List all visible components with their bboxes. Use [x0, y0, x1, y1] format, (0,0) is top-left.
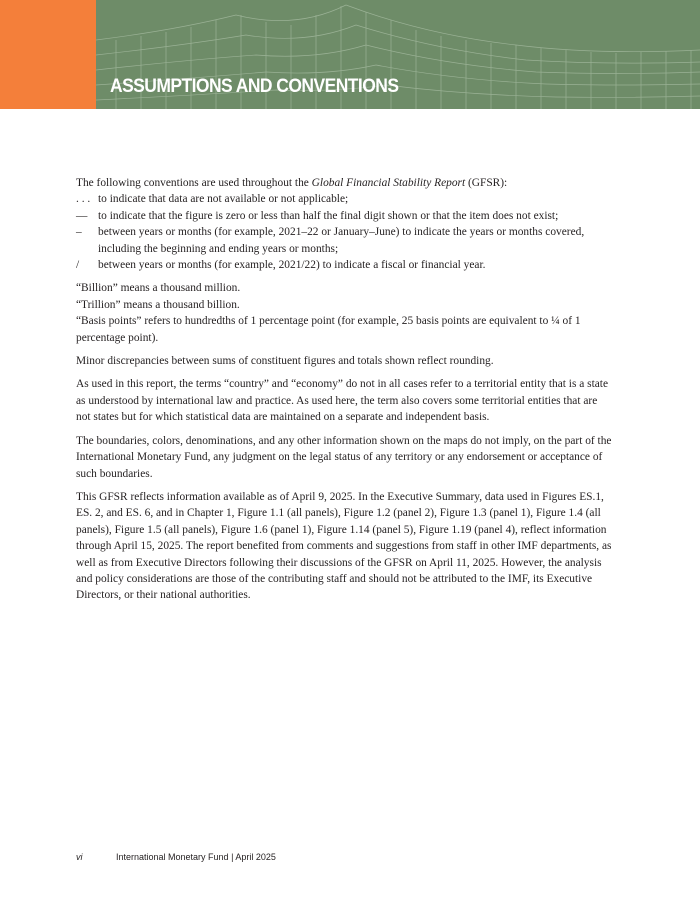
- country-definition-paragraph: As used in this report, the terms “country” and “economy” do not in all cases refer to a territorial entity that is a state as understood by international law and practice. As used here, the term also covers some territorial entities that are not states but for which statistical data are maintained on a separate and independent basis.: [76, 378, 609, 424]
- convention-symbol: /: [76, 259, 80, 272]
- page-number: vi: [76, 852, 83, 862]
- intro-paragraph: [76, 175, 612, 191]
- information-date-paragraph: This GFSR reflects information available as of April 9, 2025. In the Executive Summary, data used in Figures ES.1, ES. 2, and ES. 6, and in Chapter 1, Figure 1.1 (all panels), Figure 1.2 (panel 2), Figure 1.3 (panel 1), Figure 1.4 (all panels), Figure 1.5 (all panels), Figure 1.6 (panel 1), Figure 1.14 (panel 5), Figure 1.19 (panel 4), reflect information through April 15, 2025. The report benefited from comments and suggestions from staff in other IMF departments, as well as from Executive Directors following their discussions of the GFSR on April 11, 2025. However, the analysis and policy considerations are those of the contributing staff and should not be attributed to the IMF, its Executive Directors, or their national authorities.: [76, 490, 612, 602]
- convention-item: [76, 191, 612, 207]
- definitions: [76, 280, 612, 346]
- definition-basis-points: “Basis points” refers to hundredths of 1 percentage point (for example, 25 basis points are equivalent to ¼ of 1 percentage point).: [76, 315, 581, 344]
- rounding-paragraph: Minor discrepancies between sums of constituent figures and totals shown reflect rounding.: [76, 355, 494, 368]
- conventions-list: [76, 191, 612, 273]
- convention-text: between years or months (for example, 2021/22) to indicate a fiscal or financial year.: [98, 259, 486, 272]
- convention-text: to indicate that the figure is zero or less than half the final digit shown or that the item does not exist;: [98, 209, 559, 222]
- report-title-italic: Global Financial Stability Report: [311, 177, 466, 189]
- intro-text-end: (GFSR):: [465, 177, 508, 189]
- definition-billion: “Billion” means a thousand million.: [76, 282, 241, 295]
- convention-symbol: –: [76, 226, 82, 239]
- convention-item: [76, 224, 612, 257]
- boundaries-disclaimer-paragraph: The boundaries, colors, denominations, and any other information shown on the maps do not imply, on the part of the International Monetary Fund, any judgment on the legal status of any territory or any endorsement or acceptance of such boundaries.: [76, 434, 612, 480]
- footer-publication: International Monetary Fund | April 2025: [116, 852, 276, 862]
- convention-text: to indicate that data are not available or not applicable;: [98, 193, 349, 206]
- convention-item: [76, 208, 612, 224]
- orange-accent-block: [0, 0, 96, 109]
- convention-symbol: . . .: [76, 193, 91, 206]
- definition-trillion: “Trillion” means a thousand billion.: [76, 298, 240, 311]
- page-footer: [76, 852, 276, 862]
- convention-symbol: —: [76, 209, 88, 222]
- document-body: [76, 175, 612, 611]
- chapter-header-banner: [0, 0, 700, 109]
- convention-item: [76, 257, 612, 273]
- page-title: ASSUMPTIONS AND CONVENTIONS: [110, 76, 399, 97]
- intro-text: The following conventions are used throughout the: [76, 177, 312, 189]
- convention-text: between years or months (for example, 2021–22 or January–June) to indicate the years or months covered, including the beginning and ending years or months;: [98, 226, 585, 255]
